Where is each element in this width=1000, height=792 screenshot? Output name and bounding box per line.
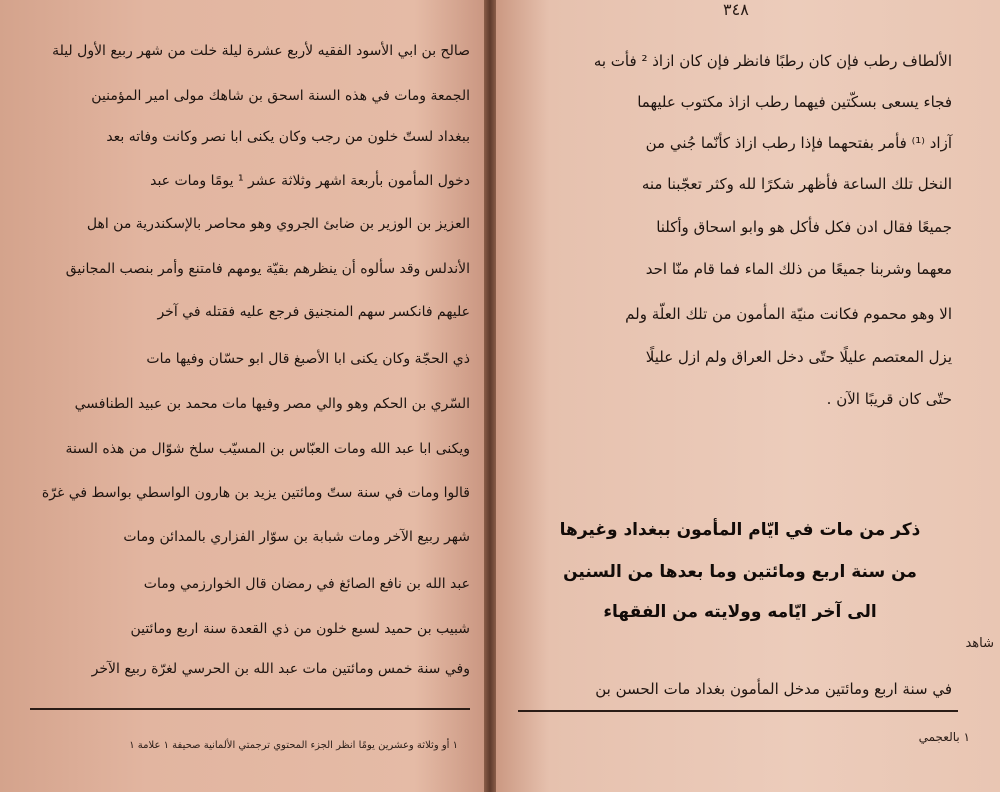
text-line: عبد الله بن نافع الصائغ في رمضان قال الخوارزمي ومات <box>143 576 470 592</box>
margin-note: شاهد <box>965 636 994 651</box>
text-line: فجاء يسعى بسكّتين فيهما رطب ازاذ مكتوب عليهما <box>637 93 952 111</box>
text-line: الجمعة ومات في هذه السنة اسحق بن شاهك مولى امير المؤمنين <box>91 88 470 104</box>
section-heading: ذكر من مات في ايّام المأمون ببغداد وغيرها <box>559 520 921 540</box>
text-line: عليهم فانكسر سهم المنجنيق فرجع عليه فقتله في آخر <box>157 304 470 320</box>
footnote-divider <box>518 710 958 712</box>
text-line: معهما وشربنا جميعًا من ذلك الماء فما قام منّا احد <box>645 260 952 278</box>
footnote: ١ بالعجمي <box>918 730 970 744</box>
text-line: النخل تلك الساعة فأظهر شكرًا لله وكثر تعجّبنا منه <box>641 175 952 193</box>
text-line: صالح بن ابي الأسود الفقيه لأربع عشرة ليلة خلت من شهر ربيع الأول ليلة <box>52 43 470 59</box>
text-line: آزاد ⁽¹⁾ فأمر بفتحهما فإذا رطب ازاذ كأنّما جُني من <box>645 134 952 152</box>
text-line: شهر ربيع الآخر ومات شبابة بن سوّار الفزاري بالمدائن ومات <box>123 529 470 545</box>
text-line: العزيز بن الوزير بن ضابئ الجروي وهو محاصر بالإسكندرية من اهل <box>86 216 470 232</box>
footnote: ١ أو وثلاثة وعشرين يومًا انظر الجزء المحتوي ترجمتي الألمانية صحيفة ١ علامة ١ <box>129 740 458 751</box>
section-heading: من سنة اربع ومائتين وما بعدها من السنين <box>563 562 917 582</box>
text-line: السّري بن الحكم وهو والي مصر وفيها مات محمد بن عبيد الطنافسي <box>74 396 470 412</box>
text-line: ويكنى ابا عبد الله ومات العبّاس بن المسيّب سلخ شوّال من هذه السنة <box>65 441 470 457</box>
text-line: يزل المعتصم عليلًا حتّى دخل العراق ولم ازل عليلًا <box>645 348 952 366</box>
left-page <box>0 0 488 792</box>
book-gutter <box>484 0 496 792</box>
text-line: دخول المأمون بأربعة اشهر وثلاثة عشر ¹ يومًا ومات عبد <box>150 173 470 189</box>
text-line: في سنة اربع ومائتين مدخل المأمون بغداد مات الحسن بن <box>595 680 952 698</box>
footnote-divider <box>30 708 470 710</box>
text-line: شبيب بن حميد لسبع خلون من ذي القعدة سنة اربع ومائتين <box>130 621 470 637</box>
text-line: الا وهو محموم فكانت منيّة المأمون من تلك العلّة ولم <box>625 305 952 323</box>
text-line: حتّى كان قريبًا الآن . <box>826 390 952 408</box>
section-heading: الى آخر ايّامه وولايته من الفقهاء <box>603 602 877 622</box>
text-line: الأندلس وقد سألوه أن ينظرهم بقيّة يومهم فامتنع وأمر بنصب المجانيق <box>65 261 470 277</box>
text-line: قالوا ومات في سنة ستّ ومائتين يزيد بن هارون الواسطي بواسط في غرّة <box>41 485 470 501</box>
text-line: ببغداد لستّ خلون من رجب وكان يكنى ابا نصر وكانت وفاته بعد <box>106 129 470 145</box>
page-number: ٣٤٨ <box>723 0 749 19</box>
right-page <box>488 0 1000 792</box>
text-line: جميعًا فقال ادن فكل فأكل هو وابو اسحاق وأكلنا <box>656 218 952 236</box>
text-line: وفي سنة خمس ومائتين مات عبد الله بن الحرسي لغرّة ربيع الآخر <box>91 661 470 677</box>
text-line: الألطاف رطب فإن كان رطبًا فانظر فإن كان ازاذ ² فأت به <box>593 52 952 70</box>
text-line: ذي الحجّة وكان يكنى ابا الأصبغ قال ابو حسّان وفيها مات <box>146 351 470 367</box>
